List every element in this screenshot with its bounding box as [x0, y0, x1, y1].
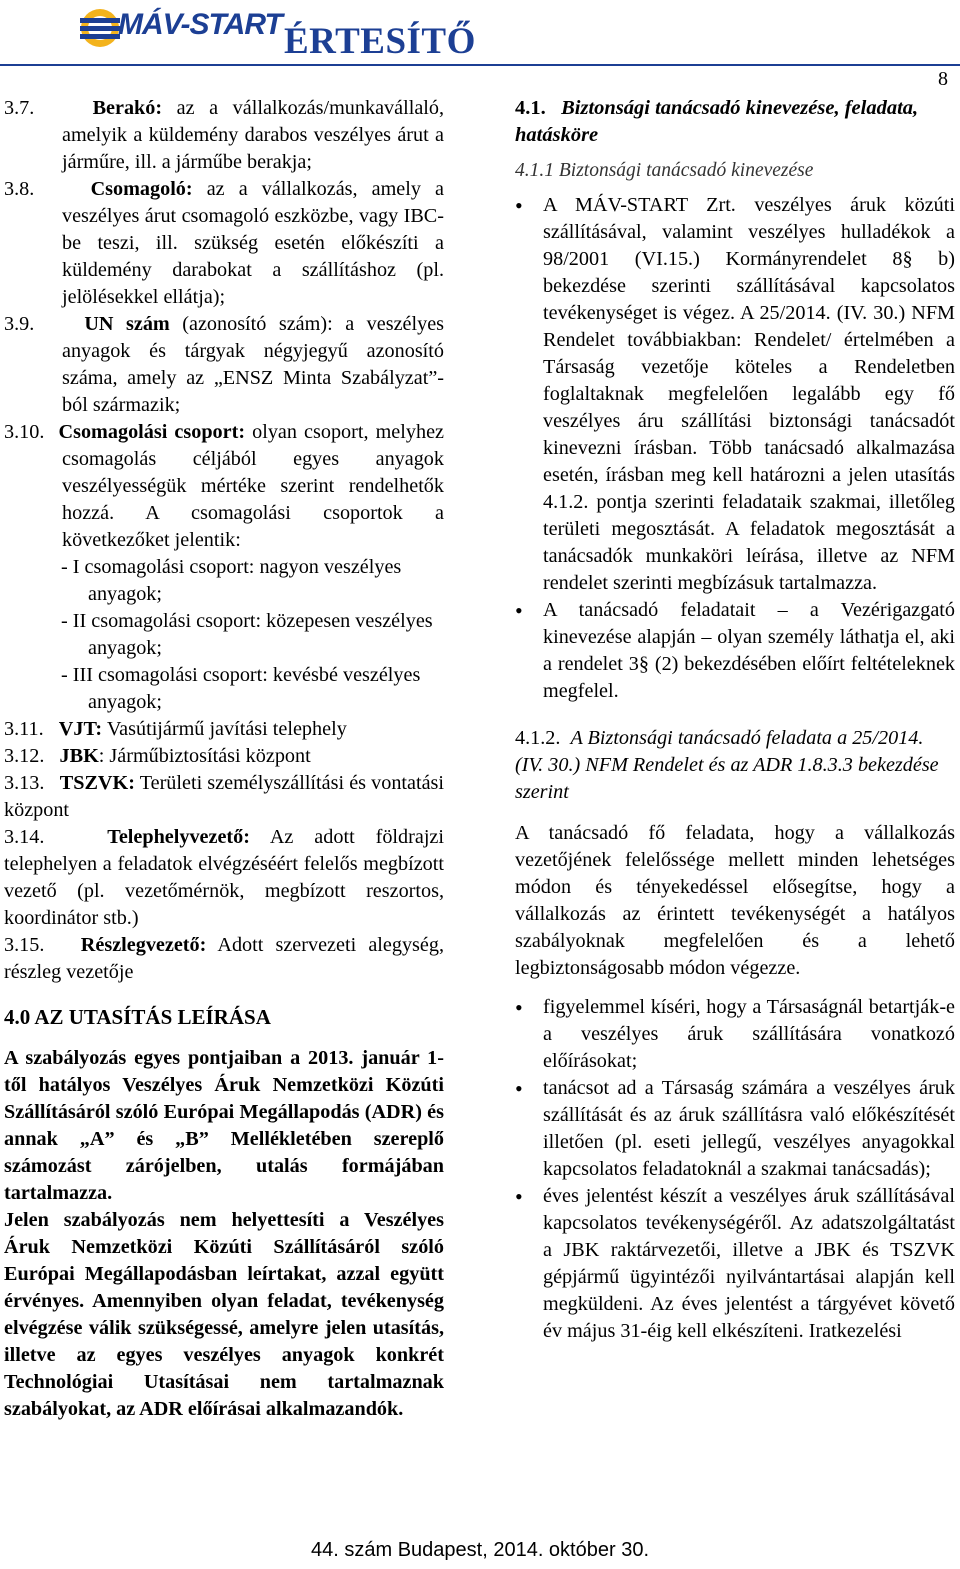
right-column [515, 95, 955, 1345]
definition-3-15: 3.15. Részlegvezető: Adott szervezeti alegység, részleg vezetője [4, 934, 444, 983]
definition-3-9: 3.9. UN szám (azonosító szám): a veszélyes anyagok és tárgyak négyjegyű azonosító száma, amely az „ENSZ Minta Szabályzat”-ból származik; [4, 313, 445, 416]
definition-3-10: 3.10. Csomagolási csoport: olyan csoport, melyhez csomagolás céljából egyes anyagok veszélyességük mértéke szerint rendelhetők hozzá. A csomagolási csoportok a következőket jelentik: [4, 421, 444, 551]
definition-3-14: 3.14. Telephelyvezető: Az adott földrajzi telephelyen a feladatok elvégzéséért felelős megbízott vezető (pl. vezetőmérnök, megbízott reszortos, koordinátor stb.) [4, 826, 444, 929]
definition-3-11: 3.11. VJT: Vasútijármű javítási telephely [4, 718, 347, 740]
heading-4-1: 4.1. Biztonsági tanácsadó kinevezése, feladata, hatásköre [515, 97, 919, 146]
bullet-list [515, 994, 955, 1345]
heading-4-1-1: 4.1.1 Biztonsági tanácsadó kinevezése [515, 160, 814, 181]
list-item: • A tanácsadó feladatait – a Vezérigazgató kinevezése alapján – olyan személy láthatja el, aki a rendelet 3§ (2) bekezdésében előírt feltételeknek megfelel. [515, 597, 955, 705]
definition-3-8: 3.8. Csomagoló: az a vállalkozás, amely a veszélyes árut csomagoló eszközbe, vagy IBC-be teszi, ill. szükség esetén előkészíti a küldemény darabokat a szállításhoz (pl. jelölésekkel ellátja); [4, 178, 444, 308]
left-column [4, 95, 444, 1423]
section-title: 4.0 AZ UTASÍTÁS LEÍRÁSA [4, 1005, 271, 1029]
publication-title: ÉRTESÍTŐ [284, 21, 476, 62]
bold-paragraph: A szabályozás egyes pontjaiban a 2013. január 1-től hatályos Veszélyes Áruk Nemzetközi Közúti Szállításáról szóló Európai Megállapodás (ADR) és annak „A” és „B” Mellékletében szereplő számozást zárójelben, utalás formájában tartalmazza. [4, 1047, 444, 1204]
heading-4-1-2: 4.1.2. A Biztonsági tanácsadó feladata a 25/2014. (IV. 30.) NFM Rendelet és az ADR 1.8.3.3 bekezdése szerint [515, 727, 939, 803]
list-item: • A MÁV-START Zrt. veszélyes áruk közúti szállításával, valamint veszélyes hulladékok a 98/2001 (VI.15.) Kormányrendelet 8§ b) bekezdése szerinti szállításával kapcsolatos tevékenységet is végez. A 25/2014. (IV. 30.) NFM Rendelet továbbiakban: Rendelet/ értelmében a Társaság vezetője köteles a Rendeletben foglaltaknak megfelelően legalább egy fő veszélyes áru szállítási biztonsági tanácsadót kinevezni írásban. Több tanácsadó alkalmazása esetén, írásban meg kell határozni a jelen utasítás 4.1.2. pontja szerinti feladataik szakmai, illetőleg területi megosztását. A feladatok megosztását a tanácsadók munkaköri leírása, illetve az NFM rendelet szerinti megbízásuk tartalmazza. [515, 192, 955, 597]
logo-text: MÁV-START [118, 8, 282, 41]
definition-3-13: 3.13. TSZVK: Területi személyszállítási és vontatási központ [4, 772, 445, 821]
packing-group-item: - III csomagolási csoport: kevésbé veszélyes anyagok; [61, 664, 421, 713]
list-item: • éves jelentést készít a veszélyes áruk szállításával kapcsolatos tevékenységéről. Az adatszolgáltatást a JBK raktárvezetői, illetve a JBK és TSZVK gépjármű ügyintézői nyilvántartásai alapján kell megküldeni. Az éves jelentést a tárgyévet követő év május 31-éig kell elkészíteni. Iratkezelési [515, 1183, 955, 1345]
list-item: • tanácsot ad a Társaság számára a veszélyes áruk szállítását és az áruk szállításra való előkészítését illetően (pl. eseti jellegű, veszélyes anyagokkal kapcsolatos feladatoknál a szakmai tanácsadás); [515, 1075, 955, 1183]
mav-start-logo [78, 6, 282, 50]
header-divider [0, 64, 960, 66]
page-number: 8 [938, 68, 948, 90]
paragraph: A tanácsadó fő feladata, hogy a vállalkozás vezetőjének felelőssége mellett minden lehetséges módon és tényekedéssel elősegítse, hogy a vállalkozás az érintett tevékenységét a hatályos szabályoknak megfelelően és a lehető legbiztonságosabb módon végezze. [515, 822, 955, 979]
definition-3-7: 3.7. Berakó: az a vállalkozás/munkavállaló, amelyik a küldemény darabos veszélyes árut a járműre, ill. a járműbe berakja; [4, 97, 445, 173]
bold-paragraph: Jelen szabályozás nem helyettesíti a Veszélyes Áruk Nemzetközi Közúti Szállításáról szóló Európai Megállapodásban leírtakat, azzal együtt érvényes. Amennyiben olyan feladat, tevékenység elvégzése válik szükségessé, amelyre jelen utasítás, illetve az egyes veszélyes anyagok konkrét Technológiai Utasításai nem tartalmaznak szabályokat, az ADR előírásai alkalmazandók. [4, 1209, 444, 1420]
page-footer: 44. szám Budapest, 2014. október 30. [311, 1539, 649, 1561]
packing-group-item: - I csomagolási csoport: nagyon veszélyes anyagok; [61, 556, 402, 605]
definition-3-12: 3.12. JBK: Járműbiztosítási központ [4, 745, 311, 767]
wheel-logo-icon [78, 6, 122, 50]
packing-group-item: - II csomagolási csoport: közepesen veszélyes anyagok; [61, 610, 433, 659]
document-header [0, 0, 960, 90]
bullet-list [515, 192, 955, 705]
list-item: • figyelemmel kíséri, hogy a Társaságnál betartják-e a veszélyes áruk szállítására vonatkozó előírásokat; [515, 994, 955, 1075]
